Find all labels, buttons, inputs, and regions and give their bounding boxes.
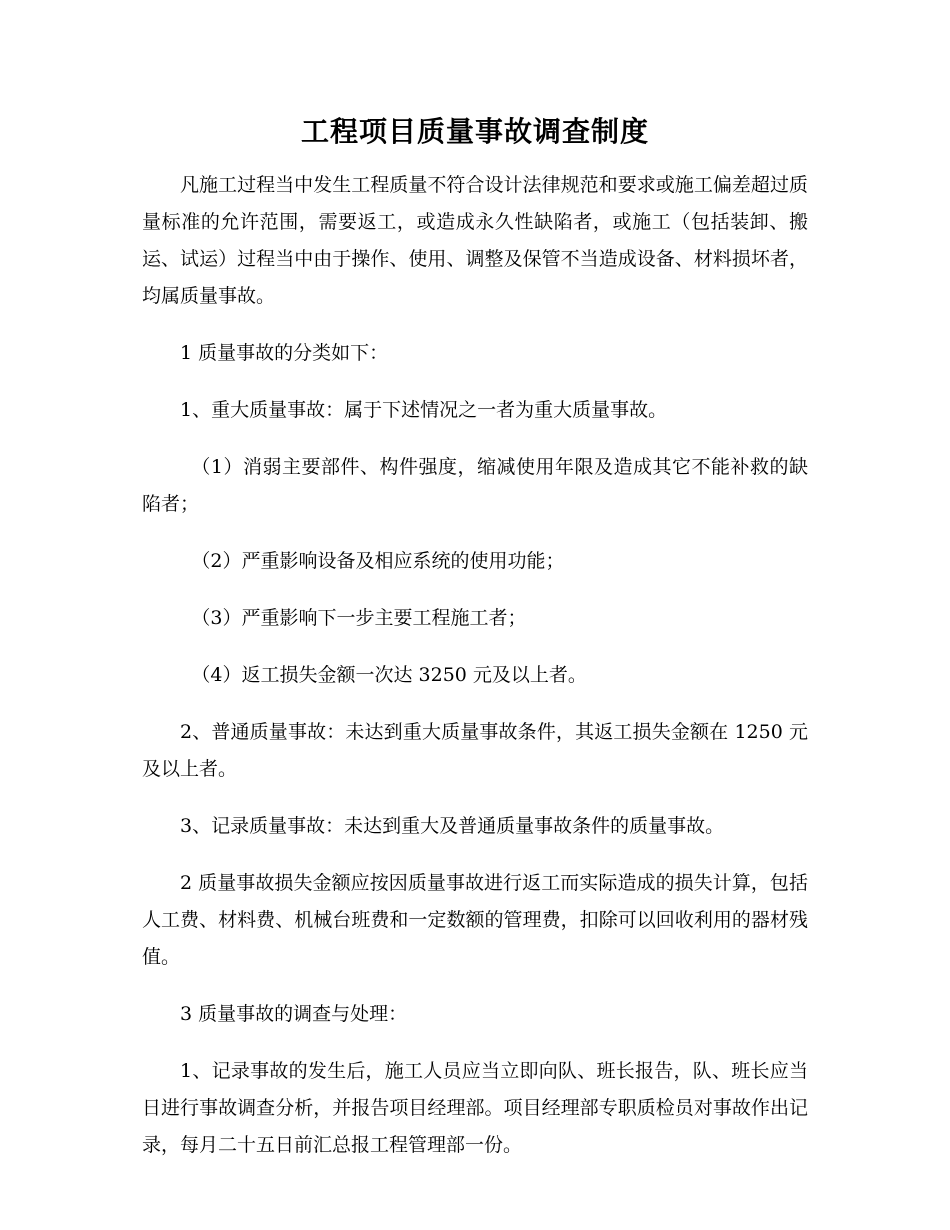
document-body <box>142 167 808 1184</box>
paragraph-record-accident: 3、记录质量事故：未达到重大及普通质量事故条件的质量事故。 <box>180 815 725 837</box>
paragraph-major-accident: 1、重大质量事故：属于下述情况之一者为重大质量事故。 <box>180 399 668 421</box>
paragraph-major-item-4: （4）返工损失金额一次达 3250 元及以上者。 <box>191 664 587 686</box>
paragraph-major-item-3: （3）严重影响下一步主要工程施工者； <box>191 607 527 629</box>
paragraph-section-2: 2 质量事故损失金额应按因质量事故进行返工而实际造成的损失计算，包括人工费、材料费、机械台班费和一定数额的管理费，扣除可以回收利用的器材残值。 <box>142 872 808 968</box>
document-title: 工程项目质量事故调查制度 <box>300 115 649 148</box>
paragraph-ordinary-accident: 2、普通质量事故：未达到重大质量事故条件，其返工损失金额在 1250 元及以上者。 <box>142 721 808 780</box>
paragraph-definition: 凡施工过程当中发生工程质量不符合设计法律规范和要求或施工偏差超过质量标准的允许范围，需要返工，或造成永久性缺陷者，或施工（包括装卸、搬运、试运）过程当中由于操作、使用、调整及保管不当造成设备、材料损坏者，均属质量事故。 <box>142 174 808 307</box>
paragraph-section-3-item-1: 1、记录事故的发生后，施工人员应当立即向队、班长报告，队、班长应当日进行事故调查分析，并报告项目经理部。项目经理部专职质检员对事故作出记录，每月二十五日前汇总报工程管理部一份。 <box>142 1060 808 1156</box>
paragraph-major-item-1: （1）消弱主要部件、构件强度，缩减使用年限及造成其它不能补救的缺陷者； <box>142 456 808 515</box>
paragraph-section-1: 1 质量事故的分类如下： <box>180 342 389 364</box>
paragraph-section-3: 3 质量事故的调查与处理： <box>180 1003 408 1025</box>
paragraph-major-item-2: （2）严重影响设备及相应系统的使用功能； <box>191 550 565 572</box>
